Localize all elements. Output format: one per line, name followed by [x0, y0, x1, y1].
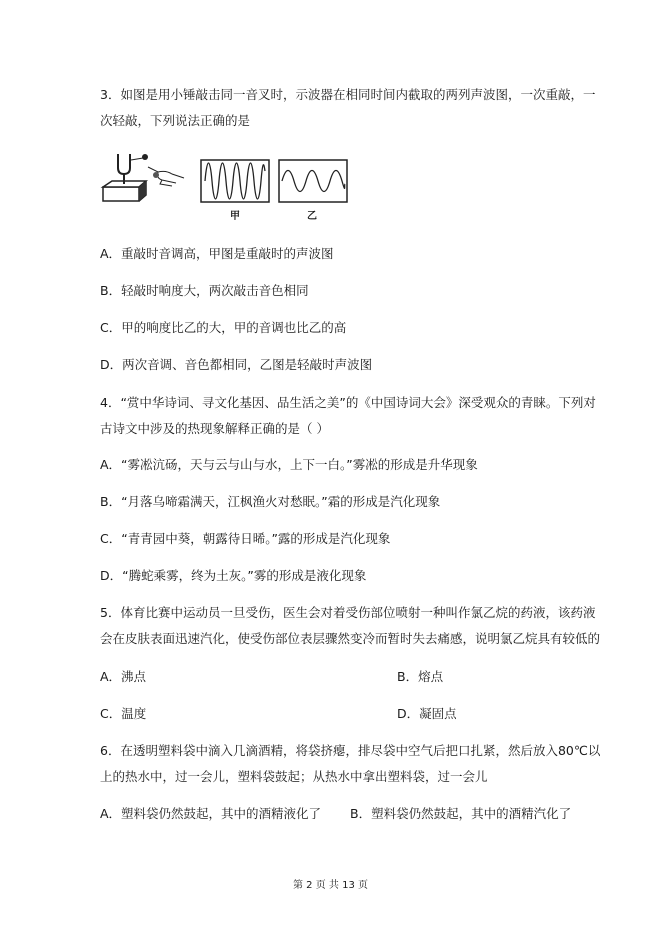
caption-yi: 乙 — [307, 211, 317, 222]
page-footer: 第 2 页 共 13 页 — [293, 880, 368, 891]
q5-option-b: B．熔点 — [397, 669, 444, 684]
q3-option-b: B．轻敲时响度大，两次敲击音色相同 — [100, 283, 309, 298]
q4-stem-line-1: 4．“赏中华诗词、寻文化基因、品生活之美”的《中国诗词大会》深受观众的青睐。下列对 — [100, 395, 596, 410]
q4-option-c: C．“青青园中葵，朝露待日晞。”露的形成是汽化现象 — [100, 531, 391, 546]
q5-stem-line-2: 会在皮肤表面迅速汽化，使受伤部位表层骤然变冷而暂时失去痛感，说明氯乙烷具有较低的 — [100, 631, 601, 646]
q4-option-d: D．“腾蛇乘雾，终为土灰。”雾的形成是液化现象 — [100, 568, 367, 583]
q6-option-a: A．塑料袋仍然鼓起，其中的酒精液化了 — [100, 806, 322, 821]
q3-stem-line-1: 3．如图是用小锤敲击同一音叉时，示波器在相同时间内截取的两列声波图，一次重敲，一 — [100, 87, 596, 102]
tuning-fork-figure — [100, 150, 190, 210]
q4-stem-line-2: 古诗文中涉及的热现象解释正确的是（ ） — [100, 421, 329, 436]
q5-option-c: C．温度 — [100, 706, 147, 721]
q3-option-a: A．重敲时音调高，甲图是重敲时的声波图 — [100, 246, 334, 261]
waveform-jia — [200, 159, 270, 203]
q6-option-b: B．塑料袋仍然鼓起，其中的酒精汽化了 — [350, 806, 572, 821]
q3-option-d: D．两次音调、音色都相同，乙图是轻敲时声波图 — [100, 357, 373, 372]
caption-jia: 甲 — [230, 211, 240, 222]
q6-stem-line-1: 6．在透明塑料袋中滴入几滴酒精，将袋挤瘪，排尽袋中空气后把口扎紧，然后放入80℃以 — [100, 743, 601, 758]
q3-option-c: C．甲的响度比乙的大，甲的音调也比乙的高 — [100, 320, 347, 335]
q5-option-d: D．凝固点 — [397, 706, 457, 721]
q4-option-a: A．“雾凇沆砀，天与云与山与水，上下一白。”雾凇的形成是升华现象 — [100, 457, 478, 472]
q5-stem-line-1: 5．体育比赛中运动员一旦受伤，医生会对着受伤部位喷射一种叫作氯乙烷的药液，该药液 — [100, 605, 596, 620]
q5-option-a: A．沸点 — [100, 669, 147, 684]
waveform-yi — [278, 159, 348, 203]
q4-option-b: B．“月落乌啼霜满天，江枫渔火对愁眠。”霜的形成是汽化现象 — [100, 494, 441, 509]
q6-stem-line-2: 上的热水中，过一会儿，塑料袋鼓起；从热水中拿出塑料袋，过一会儿 — [100, 769, 488, 784]
q3-stem-line-2: 次轻敲，下列说法正确的是 — [100, 113, 251, 128]
